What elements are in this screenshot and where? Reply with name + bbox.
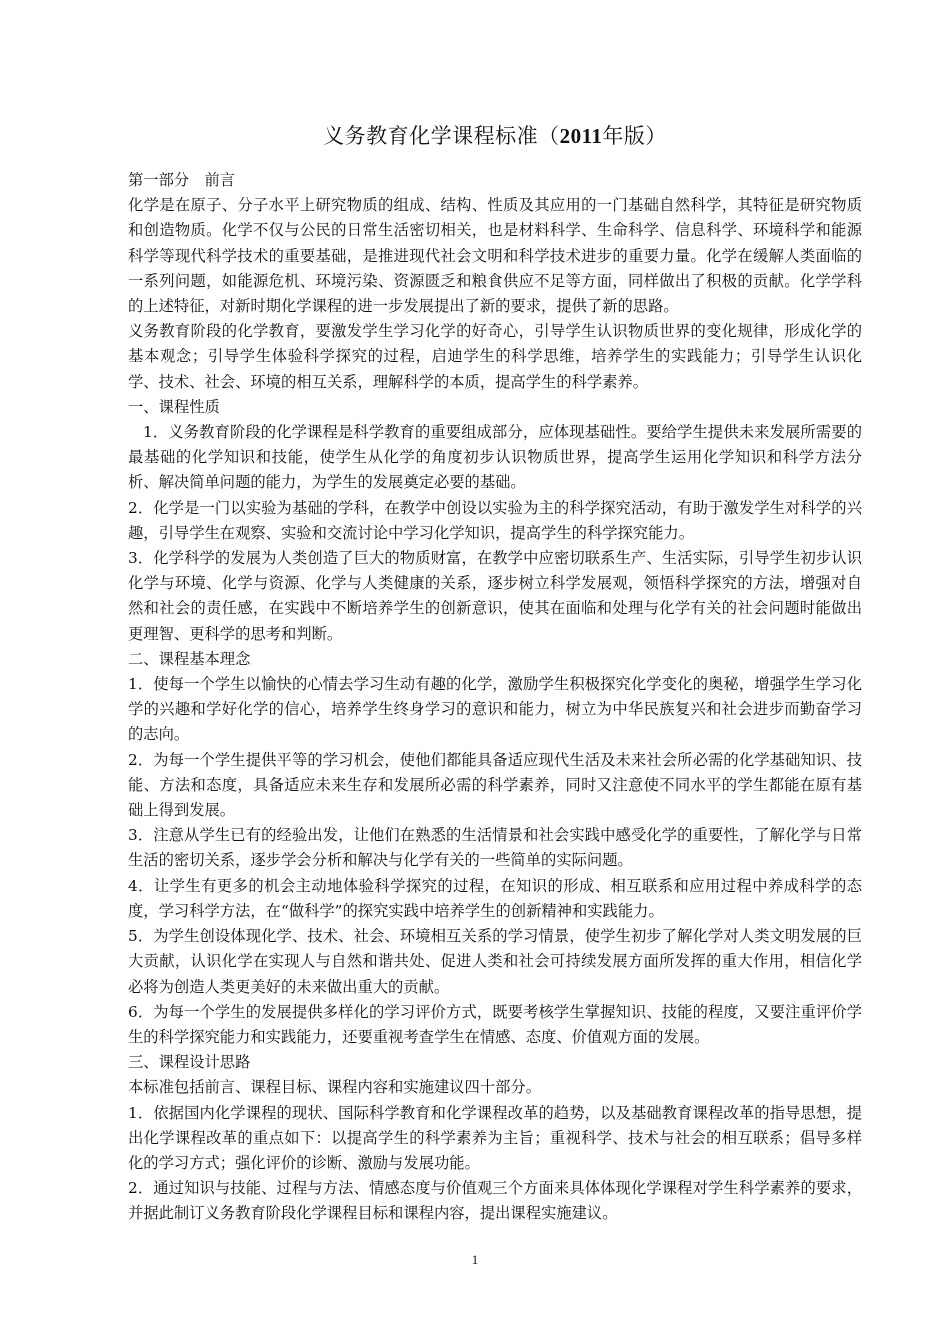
paragraph: 1．使每一个学生以愉快的心情去学习生动有趣的化学，激励学生积极探究化学变化的奥秘，增强学生学习化学的兴趣和学好化学的信心，培养学生终身学习的意识和能力，树立为中华民族复兴和社会进步而勤奋学习的志向。: [128, 675, 862, 744]
paragraph: 2．化学是一门以实验为基础的学科，在教学中创设以实验为主的科学探究活动，有助于激发学生对科学的兴趣，引导学生在观察、实验和交流讨论中学习化学知识，提高学生的科学探究能力。: [128, 498, 862, 542]
section-heading: 一、课程性质: [128, 397, 220, 416]
document-page: [128, 120, 862, 1227]
paragraph: 1．义务教育阶段的化学课程是科学教育的重要组成部分，应体现基础性。要给学生提供未来发展所需要的最基础的化学知识和技能，使学生从化学的角度初步认识物质世界，提高学生运用化学知识和科学方法分析、解决简单问题的能力，为学生的发展奠定必要的基础。: [128, 423, 862, 492]
paragraph: 2．通过知识与技能、过程与方法、情感态度与价值观三个方面来具体体现化学课程对学生科学素养的要求，并据此制订义务教育阶段化学课程目标和课程内容，提出课程实施建议。: [128, 1179, 862, 1223]
paragraph: 3．注意从学生已有的经验出发，让他们在熟悉的生活情景和社会实践中感受化学的重要性，了解化学与日常生活的密切关系，逐步学会分析和解决与化学有关的一些简单的实际问题。: [128, 826, 862, 870]
section-heading: 二、课程基本理念: [128, 649, 251, 668]
paragraph: 1．依据国内化学课程的现状、国际科学教育和化学课程改革的趋势，以及基础教育课程改革的指导思想，提出化学课程改革的重点如下：以提高学生的科学素养为主旨；重视科学、技术与社会的相互联系；倡导多样化的学习方式；强化评价的诊断、激励与发展功能。: [128, 1103, 862, 1172]
paragraph: 3．化学科学的发展为人类创造了巨大的物质财富，在教学中应密切联系生产、生活实际，引导学生初步认识化学与环境、化学与资源、化学与人类健康的关系，逐步树立科学发展观，领悟科学探究的方法，增强对自然和社会的责任感，在实践中不断培养学生的创新意识，使其在面临和处理与化学有关的社会问题时能做出更理智、更科学的思考和判断。: [128, 549, 862, 643]
paragraph: 义务教育阶段的化学教育，要激发学生学习化学的好奇心，引导学生认识物质世界的变化规律，形成化学的基本观念；引导学生体验科学探究的过程，启迪学生的科学思维，培养学生的实践能力；引导学生认识化学、技术、社会、环境的相互关系，理解科学的本质，提高学生的科学素养。: [128, 322, 862, 391]
paragraph: 2．为每一个学生提供平等的学习机会，使他们都能具备适应现代生活及未来社会所必需的化学基础知识、技能、方法和态度，具备适应未来生存和发展所必需的科学素养，同时又注意使不同水平的学生都能在原有基础上得到发展。: [128, 750, 862, 820]
title-suffix: 年版）: [602, 124, 667, 148]
title-prefix: 义务教育化学课程标准（: [323, 124, 560, 148]
document-body: [128, 168, 862, 1227]
paragraph: 6．为每一个学生的发展提供多样化的学习评价方式，既要考核学生掌握知识、技能的程度，又要注重评价学生的科学探究能力和实践能力，还要重视考查学生在情感、态度、价值观方面的发展。: [128, 1002, 862, 1046]
document-title: [128, 120, 862, 150]
page-number: 1: [471, 1252, 479, 1267]
paragraph: 本标准包括前言、课程目标、课程内容和实施建议四十部分。: [128, 1078, 542, 1097]
title-year: 2011: [559, 124, 603, 148]
paragraph: 化学是在原子、分子水平上研究物质的组成、结构、性质及其应用的一门基础自然科学，其特征是研究物质和创造物质。化学不仅与公民的日常生活密切相关，也是材料科学、生命科学、信息科学、环境科学和能源科学等现代科学技术的重要基础，是推进现代社会文明和科学技术进步的重要力量。化学在缓解人类面临的一系列问题，如能源危机、环境污染、资源匮乏和粮食供应不足等方面，同样做出了积极的贡献。化学学科的上述特征，对新时期化学课程的进一步发展提出了新的要求，提供了新的思路。: [128, 196, 862, 316]
section-heading: 第一部分 前言: [128, 171, 236, 189]
paragraph: 5．为学生创设体现化学、技术、社会、环境相互关系的学习情景，使学生初步了解化学对人类文明发展的巨大贡献，认识化学在实现人与自然和谐共处、促进人类和社会可持续发展方面所发挥的重大作用，相信化学必将为创造人类更美好的未来做出重大的贡献。: [128, 927, 862, 996]
section-heading: 三、课程设计思路: [128, 1053, 251, 1072]
paragraph: 4．让学生有更多的机会主动地体验科学探究的过程，在知识的形成、相互联系和应用过程中养成科学的态度，学习科学方法，在“做科学”的探究实践中培养学生的创新精神和实践能力。: [128, 876, 862, 920]
